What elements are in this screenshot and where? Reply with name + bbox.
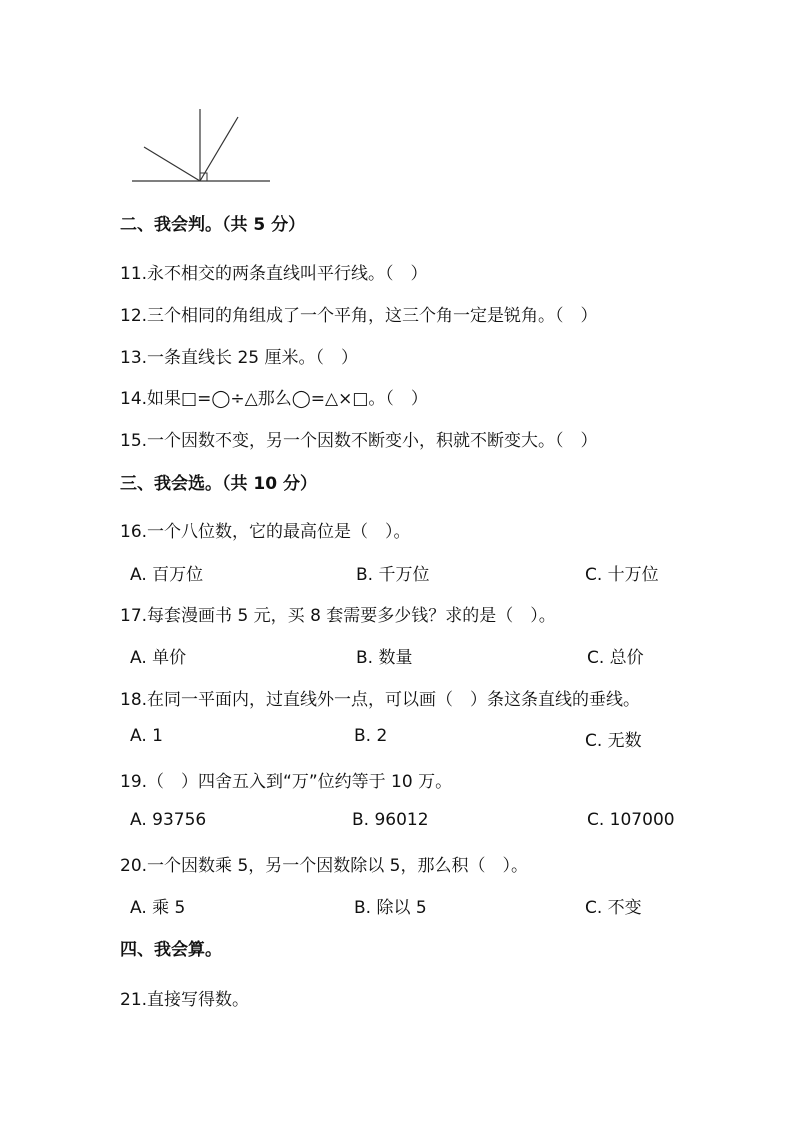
q14-prefix: 14.如果: [120, 389, 182, 409]
q18-option-b: B. 2: [354, 726, 388, 746]
circle-symbol: ◯: [211, 389, 231, 409]
question-20: 20.一个因数乘 5，另一个因数除以 5，那么积（ ）。: [120, 856, 528, 876]
q14-suffix: 。（ ）: [368, 389, 428, 409]
angle-figure: [128, 104, 278, 188]
question-12: 12.三个相同的角组成了一个平角，这三个角一定是锐角。（ ）: [120, 306, 598, 326]
question-15: 15.一个因数不变，另一个因数不断变小，积就不断变大。（ ）: [120, 431, 598, 451]
q14-equals-2: =△×: [310, 389, 353, 409]
q20-option-c: C. 不变: [585, 898, 642, 918]
question-13: 13.一条直线长 25 厘米。（ ）: [120, 348, 358, 368]
section-title-judge: 二、我会判。（共 5 分）: [120, 215, 306, 235]
square-symbol: □: [181, 389, 198, 409]
q18-option-a: A. 1: [130, 726, 163, 746]
q14-equals-1: =: [197, 389, 212, 409]
q18-option-c: C. 无数: [585, 731, 642, 751]
square-symbol: □: [352, 389, 369, 409]
q19-option-a: A. 93756: [130, 810, 207, 830]
q16-option-a: A. 百万位: [130, 565, 204, 585]
circle-symbol: ◯: [291, 389, 311, 409]
q16-option-b: B. 千万位: [356, 565, 430, 585]
q20-option-b: B. 除以 5: [354, 898, 427, 918]
question-11: 11.永不相交的两条直线叫平行线。（ ）: [120, 264, 428, 284]
question-17: 17.每套漫画书 5 元，买 8 套需要多少钱？求的是（ ）。: [120, 606, 556, 626]
section-title-calc: 四、我会算。: [120, 940, 222, 960]
q19-option-b: B. 96012: [352, 810, 429, 830]
q20-option-a: A. 乘 5: [130, 898, 186, 918]
question-14: [120, 384, 428, 409]
question-16: 16.一个八位数，它的最高位是（ ）。: [120, 522, 411, 542]
question-21: 21.直接写得数。: [120, 990, 250, 1010]
left-ray: [144, 147, 200, 181]
q19-option-c: C. 107000: [587, 810, 675, 830]
section-title-choose: 三、我会选。（共 10 分）: [120, 474, 317, 494]
question-18: 18.在同一平面内，过直线外一点，可以画（ ）条这条直线的垂线。: [120, 690, 641, 710]
q17-option-a: A. 单价: [130, 648, 187, 668]
q14-middle: ÷△那么: [230, 389, 292, 409]
q17-option-b: B. 数量: [356, 648, 413, 668]
q17-option-c: C. 总价: [587, 648, 644, 668]
question-19: 19.（ ）四舍五入到“万”位约等于 10 万。: [120, 772, 453, 792]
q16-option-c: C. 十万位: [585, 565, 659, 585]
right-ray: [200, 117, 238, 181]
